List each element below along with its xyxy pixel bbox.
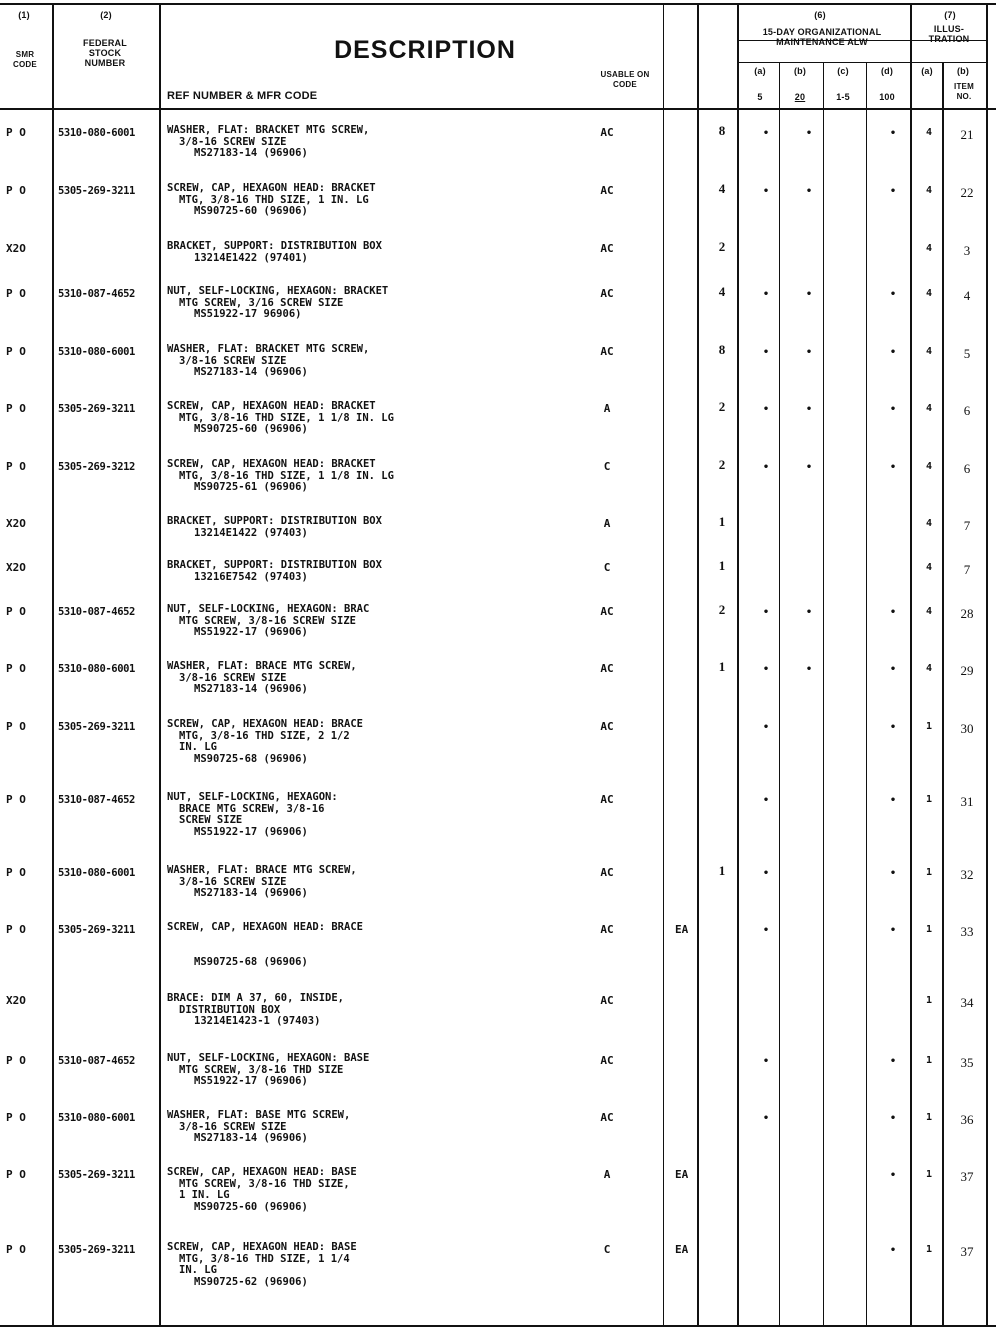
item-description bbox=[167, 922, 363, 968]
description-line: SCREW, CAP, HEXAGON HEAD: BASE bbox=[167, 1241, 357, 1253]
allowance-mark-b: • bbox=[806, 186, 813, 197]
federal-stock-number: 5310-080-6001 bbox=[58, 1112, 135, 1124]
allowance-mark-d: • bbox=[890, 664, 897, 675]
figure-number: 4 bbox=[926, 346, 933, 357]
unit-of-measure: EA bbox=[675, 1168, 689, 1181]
illustration-heading: ILLUS-TRATION bbox=[928, 24, 970, 44]
fig-sub-a: (a) bbox=[921, 66, 933, 76]
allowance-mark-a: • bbox=[763, 868, 770, 879]
usable-on-code: AC bbox=[600, 866, 614, 879]
usable-on-code: AC bbox=[600, 793, 614, 806]
quantity: 1 bbox=[718, 558, 726, 573]
usable-on-code: A bbox=[603, 402, 611, 415]
description-line: NUT, SELF-LOCKING, HEXAGON: BRAC bbox=[167, 603, 370, 615]
allowance-mark-a: • bbox=[763, 289, 770, 300]
ref-number: 13214E1422 (97401) bbox=[194, 251, 308, 264]
description-line: SCREW, CAP, HEXAGON HEAD: BASE bbox=[167, 1166, 357, 1178]
description-line: DISTRIBUTION BOX bbox=[179, 1003, 281, 1016]
item-description bbox=[167, 125, 369, 160]
figure-number: 1 bbox=[926, 1055, 933, 1066]
description-line: BRACKET, SUPPORT: DISTRIBUTION BOX bbox=[167, 559, 382, 571]
quantity: 8 bbox=[718, 342, 726, 357]
federal-stock-number: 5305-269-3211 bbox=[58, 1169, 135, 1181]
ref-number: MS90725-60 (96906) bbox=[194, 205, 308, 217]
item-description bbox=[167, 604, 369, 639]
item-number: 35 bbox=[960, 1055, 974, 1070]
allowance-mark-b: • bbox=[806, 404, 813, 415]
description-line: SCREW, CAP, HEXAGON HEAD: BRACE bbox=[167, 718, 363, 730]
smr-code: X2O bbox=[6, 242, 26, 255]
alw-21-50-heading: 1-5 bbox=[836, 92, 850, 102]
alw-sub-b: (b) bbox=[793, 66, 807, 76]
item-description bbox=[167, 1242, 357, 1288]
figure-number: 4 bbox=[926, 562, 933, 573]
bottom-border bbox=[0, 1325, 996, 1327]
allowance-mark-d: • bbox=[890, 462, 897, 473]
ref-number: MS27183-14 (96906) bbox=[194, 1132, 308, 1144]
divider-fsn bbox=[159, 3, 161, 1325]
description-line: BRACKET, SUPPORT: DISTRIBUTION BOX bbox=[167, 515, 382, 527]
usable-on-code: C bbox=[603, 1243, 611, 1256]
allowance-mark-d: • bbox=[890, 347, 897, 358]
divider-alw-a bbox=[779, 62, 780, 1325]
alw-sub-c: (c) bbox=[837, 66, 849, 76]
unit-of-measure: EA bbox=[675, 1243, 689, 1256]
usable-on-code: A bbox=[603, 1168, 611, 1181]
allowance-mark-a: • bbox=[763, 404, 770, 415]
federal-stock-number: 5310-080-6001 bbox=[58, 127, 135, 139]
description-line: SCREW, CAP, HEXAGON HEAD: BRACE bbox=[167, 921, 363, 933]
item-description bbox=[167, 1110, 350, 1145]
usable-on-code: AC bbox=[600, 994, 614, 1007]
description-line: BRACE: DIM A 37, 60, INSIDE, bbox=[167, 992, 345, 1004]
smr-code: P O bbox=[6, 1054, 26, 1067]
alw-sub-d: (d) bbox=[880, 66, 894, 76]
item-number: 31 bbox=[960, 794, 974, 809]
description-line: 1 IN. LG bbox=[179, 1189, 230, 1201]
divider-alw-c bbox=[866, 62, 867, 1325]
ref-number: MS27183-14 (96906) bbox=[194, 147, 308, 159]
alw-subheader-rule bbox=[738, 62, 986, 63]
usable-on-code: AC bbox=[600, 720, 614, 733]
ref-number: MS27183-14 (96906) bbox=[194, 887, 308, 899]
figure-number: 4 bbox=[926, 663, 933, 674]
figure-number: 4 bbox=[926, 127, 933, 138]
allowance-mark-b: • bbox=[806, 128, 813, 139]
description-line: MTG SCREW, 3/16 SCREW SIZE bbox=[179, 296, 344, 309]
item-number: 37 bbox=[960, 1244, 974, 1259]
allowance-mark-d: • bbox=[890, 722, 897, 733]
figure-number: 4 bbox=[926, 288, 933, 299]
figure-number: 4 bbox=[926, 185, 933, 196]
federal-stock-number: 5305-269-3211 bbox=[58, 1244, 135, 1256]
federal-stock-number: 5310-087-4652 bbox=[58, 288, 135, 300]
item-description bbox=[167, 459, 394, 494]
usable-on-code: A bbox=[603, 517, 611, 530]
smr-code: X2O bbox=[6, 561, 26, 574]
smr-code: P O bbox=[6, 345, 26, 358]
allowance-mark-b: • bbox=[806, 607, 813, 618]
description-line: IN. LG bbox=[179, 741, 217, 753]
top-border bbox=[0, 3, 996, 5]
allowance-mark-d: • bbox=[890, 795, 897, 806]
figure-number: 4 bbox=[926, 243, 933, 254]
col1-number: (1) bbox=[18, 10, 30, 20]
description-line: MTG, 3/8-16 THD SIZE, 1 1/8 IN. LG bbox=[179, 469, 394, 482]
quantity: 2 bbox=[718, 602, 726, 617]
item-description bbox=[167, 1167, 357, 1213]
allowance-mark-a: • bbox=[763, 607, 770, 618]
item-number: 33 bbox=[960, 924, 974, 939]
allowance-mark-b: • bbox=[806, 664, 813, 675]
description-line bbox=[167, 934, 363, 946]
allowance-mark-a: • bbox=[763, 1113, 770, 1124]
smr-code: X2O bbox=[6, 994, 26, 1007]
smr-code: P O bbox=[6, 793, 26, 806]
item-number: 3 bbox=[963, 243, 971, 258]
allowance-mark-d: • bbox=[890, 925, 897, 936]
figure-number: 4 bbox=[926, 518, 933, 529]
alw-5-heading: 5 bbox=[757, 92, 763, 102]
header-bottom-rule bbox=[0, 108, 996, 110]
allowance-mark-a: • bbox=[763, 347, 770, 358]
federal-stock-number: 5310-080-6001 bbox=[58, 346, 135, 358]
ref-number: 13216E7542 (97403) bbox=[194, 570, 308, 583]
ref-number: MS51922-17 (96906) bbox=[194, 825, 308, 838]
description-line: WASHER, FLAT: BRACE MTG SCREW, bbox=[167, 864, 357, 876]
item-description bbox=[167, 661, 357, 696]
item-description bbox=[167, 286, 388, 321]
description-line: BRACKET, SUPPORT: DISTRIBUTION BOX bbox=[167, 240, 382, 252]
ref-number: MS90725-60 (96906) bbox=[194, 423, 308, 435]
allowance-mark-d: • bbox=[890, 1056, 897, 1067]
allowance-mark-d: • bbox=[890, 868, 897, 879]
smr-code: P O bbox=[6, 605, 26, 618]
alw-100-heading: 100 bbox=[879, 92, 895, 102]
usable-on-code: AC bbox=[600, 923, 614, 936]
description-line: SCREW, CAP, HEXAGON HEAD: BRACKET bbox=[167, 182, 376, 194]
item-number: 30 bbox=[960, 721, 974, 736]
description-line: SCREW, CAP, HEXAGON HEAD: BRACKET bbox=[167, 458, 376, 470]
description-line: MTG, 3/8-16 THD SIZE, 1 IN. LG bbox=[179, 193, 369, 206]
smr-code: P O bbox=[6, 287, 26, 300]
maintenance-allowance-heading: 15-DAY ORGANIZATIONAL MAINTENANCE ALW bbox=[762, 27, 882, 47]
smr-code: P O bbox=[6, 460, 26, 473]
ref-number: MS90725-60 (96906) bbox=[194, 1200, 308, 1213]
description-line: 3/8-16 SCREW SIZE bbox=[179, 671, 287, 684]
usable-on-code: AC bbox=[600, 1054, 614, 1067]
allowance-mark-d: • bbox=[890, 186, 897, 197]
allowance-mark-b: • bbox=[806, 462, 813, 473]
allowance-mark-d: • bbox=[890, 1245, 897, 1256]
ref-number: MS90725-68 (96906) bbox=[194, 752, 308, 765]
allowance-mark-d: • bbox=[890, 404, 897, 415]
item-number: 22 bbox=[960, 185, 974, 200]
smr-code: X2O bbox=[6, 517, 26, 530]
ref-number: 13214E1423-1 (97403) bbox=[194, 1015, 321, 1027]
description-line: SCREW, CAP, HEXAGON HEAD: BRACKET bbox=[167, 400, 376, 412]
figure-number: 1 bbox=[926, 1112, 933, 1123]
divider-usable bbox=[663, 3, 664, 1325]
smr-code: P O bbox=[6, 184, 26, 197]
item-description bbox=[167, 560, 382, 583]
usable-on-code: AC bbox=[600, 662, 614, 675]
description-line: MTG, 3/8-16 THD SIZE, 1 1/4 bbox=[179, 1252, 350, 1265]
allowance-mark-d: • bbox=[890, 1170, 897, 1181]
allowance-mark-d: • bbox=[890, 289, 897, 300]
unit-of-measure: EA bbox=[675, 923, 689, 936]
figure-number: 1 bbox=[926, 1244, 933, 1255]
usable-on-code: AC bbox=[600, 242, 614, 255]
item-number: 34 bbox=[960, 995, 974, 1010]
item-description bbox=[167, 792, 338, 838]
ref-number: MS90725-68 (96906) bbox=[194, 955, 308, 968]
item-description bbox=[167, 1053, 369, 1088]
description-line: MTG, 3/8-16 THD SIZE, 2 1/2 bbox=[179, 729, 350, 742]
description-line: NUT, SELF-LOCKING, HEXAGON: bbox=[167, 791, 338, 803]
figure-number: 1 bbox=[926, 867, 933, 878]
ref-number: MS27183-14 (96906) bbox=[194, 366, 308, 378]
usable-on-code: AC bbox=[600, 1111, 614, 1124]
description-line: 3/8-16 SCREW SIZE bbox=[179, 875, 287, 888]
figure-number: 1 bbox=[926, 794, 933, 805]
ref-number: MS51922-17 (96906) bbox=[194, 626, 308, 638]
divider-illus bbox=[910, 3, 912, 1325]
item-number: 6 bbox=[963, 403, 971, 418]
col7-number: (7) bbox=[944, 10, 956, 20]
smr-code-heading: SMR CODE bbox=[13, 50, 37, 69]
federal-stock-number: 5305-269-3211 bbox=[58, 185, 135, 197]
item-number: 37 bbox=[960, 1169, 974, 1184]
divider-qty bbox=[737, 3, 739, 1325]
allowance-mark-a: • bbox=[763, 462, 770, 473]
figure-number: 4 bbox=[926, 461, 933, 472]
figure-number: 1 bbox=[926, 924, 933, 935]
smr-code: P O bbox=[6, 1111, 26, 1124]
federal-stock-number: 5310-087-4652 bbox=[58, 794, 135, 806]
federal-stock-number: 5310-087-4652 bbox=[58, 606, 135, 618]
federal-stock-number: 5310-080-6001 bbox=[58, 867, 135, 879]
description-line: MTG, 3/8-16 THD SIZE, 1 1/8 IN. LG bbox=[179, 411, 394, 424]
allowance-mark-b: • bbox=[806, 289, 813, 300]
alw-20-heading: 20 bbox=[794, 92, 806, 102]
federal-stock-number: 5310-080-6001 bbox=[58, 663, 135, 675]
smr-code: P O bbox=[6, 1243, 26, 1256]
item-description bbox=[167, 516, 382, 539]
usable-on-code: AC bbox=[600, 287, 614, 300]
description-line: WASHER, FLAT: BRACE MTG SCREW, bbox=[167, 660, 357, 672]
allowance-mark-a: • bbox=[763, 795, 770, 806]
allowance-mark-a: • bbox=[763, 722, 770, 733]
description-line: WASHER, FLAT: BRACKET MTG SCREW, bbox=[167, 124, 370, 136]
usable-on-code: AC bbox=[600, 184, 614, 197]
usable-on-code-heading: USABLE ON CODE bbox=[600, 70, 650, 89]
quantity: 1 bbox=[718, 659, 726, 674]
item-number: 32 bbox=[960, 867, 974, 882]
ref-number-heading: REF NUMBER & MFR CODE bbox=[167, 90, 318, 102]
item-number: 7 bbox=[963, 518, 971, 533]
figure-number: 1 bbox=[926, 1169, 933, 1180]
item-description bbox=[167, 993, 344, 1028]
ref-number: MS51922-17 96906) bbox=[194, 308, 302, 320]
smr-code: P O bbox=[6, 923, 26, 936]
item-sub-b: (b) bbox=[956, 66, 970, 76]
smr-code: P O bbox=[6, 866, 26, 879]
ref-number: MS51922-17 (96906) bbox=[194, 1075, 308, 1087]
item-description bbox=[167, 401, 394, 436]
allowance-mark-a: • bbox=[763, 925, 770, 936]
allowance-mark-d: • bbox=[890, 1113, 897, 1124]
federal-stock-number: 5305-269-3211 bbox=[58, 721, 135, 733]
federal-stock-number: 5305-269-3211 bbox=[58, 924, 135, 936]
ref-number: MS90725-62 (96906) bbox=[194, 1275, 308, 1288]
item-number: 36 bbox=[960, 1112, 974, 1127]
description-line: SCREW SIZE bbox=[179, 814, 243, 826]
federal-stock-number: 5305-269-3211 bbox=[58, 403, 135, 415]
divider-smr bbox=[52, 3, 54, 1325]
description-line: BRACE MTG SCREW, 3/8-16 bbox=[179, 802, 325, 815]
figure-number: 4 bbox=[926, 606, 933, 617]
quantity: 4 bbox=[718, 181, 726, 196]
ref-number: 13214E1422 (97403) bbox=[194, 526, 308, 539]
smr-code: P O bbox=[6, 720, 26, 733]
divider-fig bbox=[942, 62, 944, 1325]
usable-on-code: AC bbox=[600, 605, 614, 618]
description-line: NUT, SELF-LOCKING, HEXAGON: BRACKET bbox=[167, 285, 389, 297]
description-line: NUT, SELF-LOCKING, HEXAGON: BASE bbox=[167, 1052, 370, 1064]
item-description bbox=[167, 865, 357, 900]
description-line: WASHER, FLAT: BRACKET MTG SCREW, bbox=[167, 343, 370, 355]
description-line: 3/8-16 SCREW SIZE bbox=[179, 1120, 287, 1133]
description-line: 3/8-16 SCREW SIZE bbox=[179, 135, 287, 148]
item-description bbox=[167, 344, 369, 379]
smr-code: P O bbox=[6, 126, 26, 139]
item-number: 6 bbox=[963, 461, 971, 476]
item-number: 7 bbox=[963, 562, 971, 577]
ref-number: MS27183-14 (96906) bbox=[194, 683, 308, 695]
smr-code: P O bbox=[6, 1168, 26, 1181]
federal-stock-number-heading: FEDERAL STOCK NUMBER bbox=[83, 38, 127, 68]
usable-on-code: AC bbox=[600, 126, 614, 139]
item-description bbox=[167, 719, 363, 765]
usable-on-code: C bbox=[603, 561, 611, 574]
quantity: 1 bbox=[718, 514, 726, 529]
quantity: 8 bbox=[718, 123, 726, 138]
allowance-mark-a: • bbox=[763, 186, 770, 197]
allowance-mark-d: • bbox=[890, 128, 897, 139]
ref-number: MS90725-61 (96906) bbox=[194, 481, 308, 493]
description-line: WASHER, FLAT: BASE MTG SCREW, bbox=[167, 1109, 351, 1121]
figure-number: 4 bbox=[926, 403, 933, 414]
usable-on-code: C bbox=[603, 460, 611, 473]
figure-number: 1 bbox=[926, 721, 933, 732]
allowance-mark-a: • bbox=[763, 1056, 770, 1067]
alw-sub-a: (a) bbox=[754, 66, 766, 76]
description-line: IN. LG bbox=[179, 1264, 217, 1276]
smr-code: P O bbox=[6, 402, 26, 415]
description-heading: DESCRIPTION bbox=[334, 36, 516, 64]
description-line: MTG SCREW, 3/8-16 SCREW SIZE bbox=[179, 614, 357, 627]
item-description bbox=[167, 183, 376, 218]
item-number: 5 bbox=[963, 346, 971, 361]
quantity: 2 bbox=[718, 399, 726, 414]
divider-alw-b bbox=[823, 62, 824, 1325]
quantity: 1 bbox=[718, 863, 726, 878]
allowance-mark-d: • bbox=[890, 607, 897, 618]
item-number: 28 bbox=[960, 606, 974, 621]
allowance-mark-a: • bbox=[763, 128, 770, 139]
item-no-heading: ITEM NO. bbox=[954, 82, 974, 101]
right-border bbox=[986, 3, 988, 1325]
item-description bbox=[167, 241, 382, 264]
item-number: 29 bbox=[960, 663, 974, 678]
smr-code: P O bbox=[6, 662, 26, 675]
federal-stock-number: 5310-087-4652 bbox=[58, 1055, 135, 1067]
quantity: 2 bbox=[718, 239, 726, 254]
description-line bbox=[167, 945, 363, 957]
divider-um bbox=[697, 3, 699, 1325]
description-line: 3/8-16 SCREW SIZE bbox=[179, 354, 287, 367]
description-line: MTG SCREW, 3/8-16 THD SIZE bbox=[179, 1063, 344, 1076]
figure-number: 1 bbox=[926, 995, 933, 1006]
col6-number: (6) bbox=[814, 10, 826, 20]
usable-on-code: AC bbox=[600, 345, 614, 358]
allowance-mark-a: • bbox=[763, 664, 770, 675]
allowance-mark-b: • bbox=[806, 347, 813, 358]
federal-stock-number: 5305-269-3212 bbox=[58, 461, 135, 473]
quantity: 2 bbox=[718, 457, 726, 472]
item-number: 4 bbox=[963, 288, 971, 303]
description-line: MTG SCREW, 3/8-16 THD SIZE, bbox=[179, 1177, 350, 1190]
col2-number: (2) bbox=[100, 10, 112, 20]
item-number: 21 bbox=[960, 127, 974, 142]
quantity: 4 bbox=[718, 284, 726, 299]
